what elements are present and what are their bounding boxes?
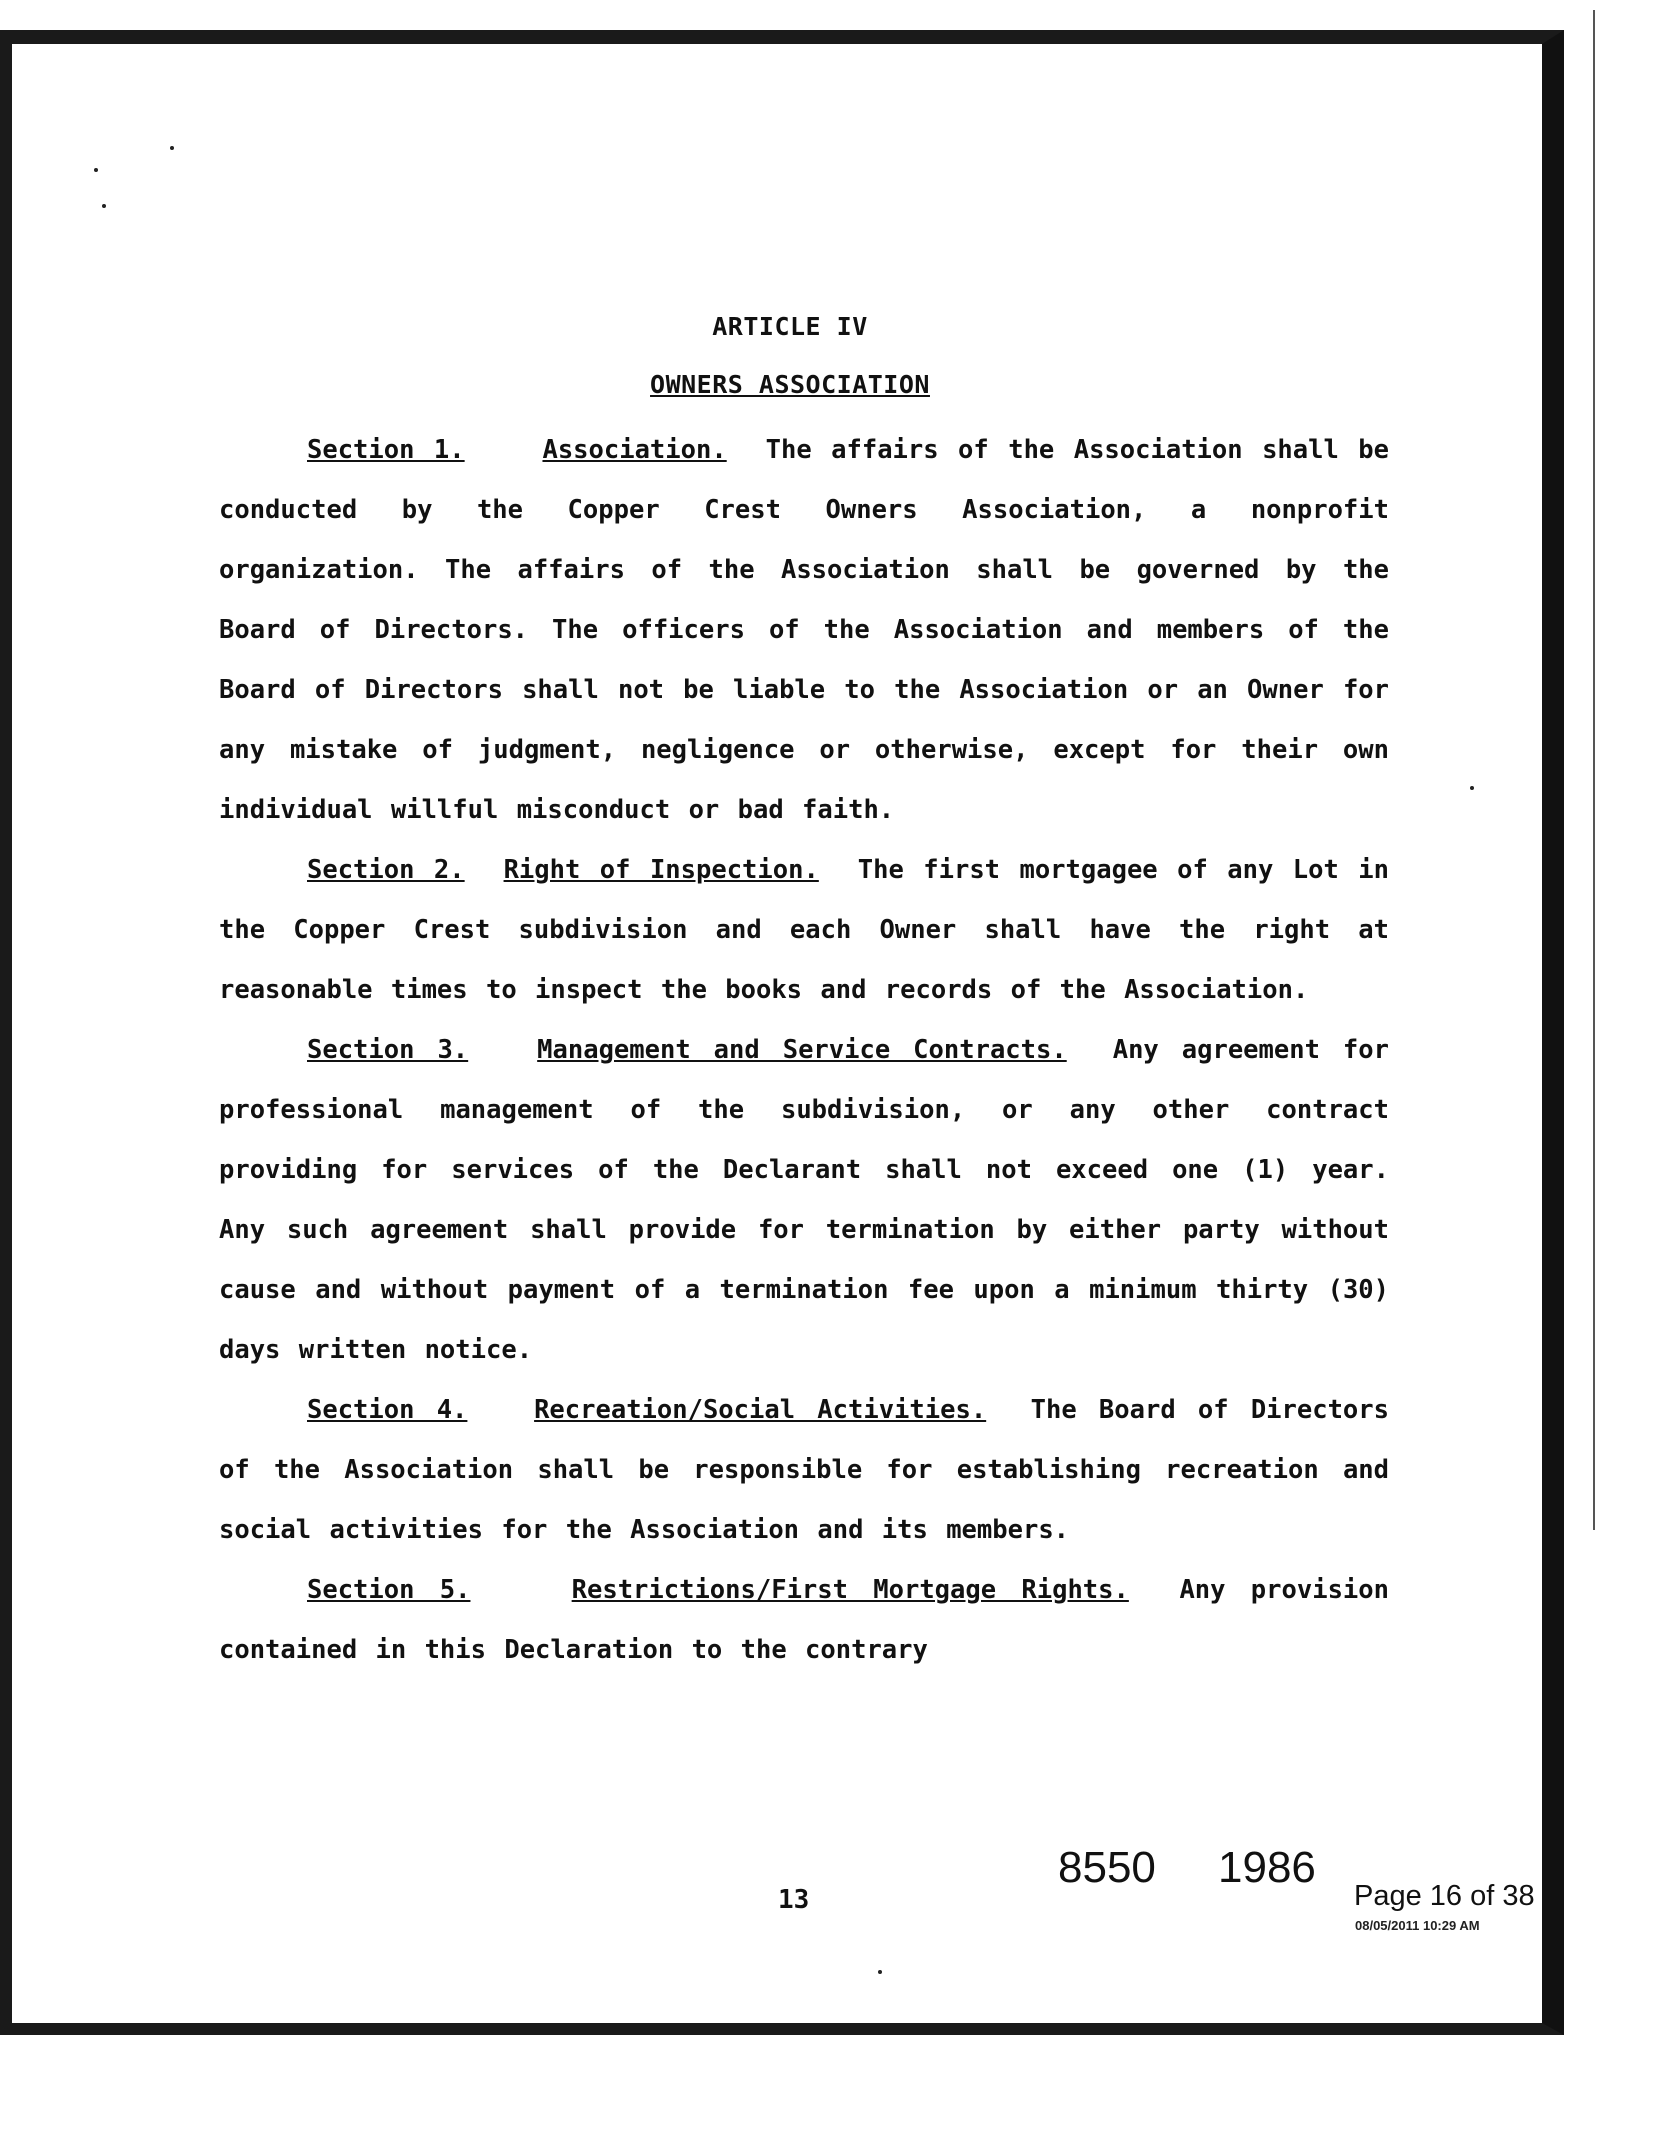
scan-edge-line [1593, 10, 1595, 1530]
scan-speck [102, 204, 106, 208]
recording-book-number: 8550 [1058, 1843, 1156, 1892]
section-5-text: Any provision contained in this Declaration to the contrary [219, 1575, 1389, 1665]
recording-timestamp: 08/05/2011 10:29 AM [1355, 1918, 1480, 1933]
section-1-title: Association. [542, 435, 727, 465]
section-3-title: Management and Service Contracts. [537, 1035, 1067, 1065]
page-counter: Page 16 of 38 [1354, 1880, 1535, 1912]
section-4-label: Section 4. [307, 1395, 468, 1425]
document-body [219, 420, 1389, 1680]
section-5-title: Restrictions/First Mortgage Rights. [571, 1575, 1129, 1605]
article-title-text: OWNERS ASSOCIATION [650, 370, 930, 399]
scan-speck [94, 168, 98, 172]
section-5 [219, 1560, 1389, 1680]
section-5-label: Section 5. [307, 1575, 471, 1605]
section-2-text: The first mortgagee of any Lot in the Copper Crest subdivision and each Owner shall have the right at reasonable times to inspect the books and records of the Association. [219, 855, 1389, 1005]
section-4-text: The Board of Directors of the Association shall be responsible for establishing recreation and social activities for the Association and its members. [219, 1395, 1389, 1545]
recording-page-number: 1986 [1218, 1843, 1316, 1892]
page-number: 13 [778, 1885, 810, 1915]
section-2 [219, 840, 1389, 1020]
scan-speck [878, 1970, 882, 1974]
section-1 [219, 420, 1389, 840]
article-heading: ARTICLE IV [712, 312, 868, 341]
section-3-label: Section 3. [307, 1035, 469, 1065]
section-4 [219, 1380, 1389, 1560]
section-2-label: Section 2. [307, 855, 465, 885]
article-title [0, 370, 1580, 399]
scan-speck [170, 146, 174, 150]
section-4-title: Recreation/Social Activities. [534, 1395, 987, 1425]
section-3-text: Any agreement for professional management of the subdivision, or any other contract providing for services of the Declarant shall not exceed one (1) year. Any such agreement shall provide for termination by either party without cause and without payment of a termination fee upon a minimum thirty (30) days written notice. [219, 1035, 1389, 1365]
section-2-title: Right of Inspection. [503, 855, 819, 885]
scan-speck [1470, 786, 1474, 790]
section-1-text: The affairs of the Association shall be conducted by the Copper Crest Owners Association, a nonprofit organization. The affairs of the Association shall be governed by the Board of Directors. The officers of the Association and members of the Board of Directors shall not be liable to the Association or an Owner for any mistake of judgment, negligence or otherwise, except for their own individual willful misconduct or bad faith. [219, 435, 1389, 825]
section-1-label: Section 1. [307, 435, 465, 465]
section-3 [219, 1020, 1389, 1380]
